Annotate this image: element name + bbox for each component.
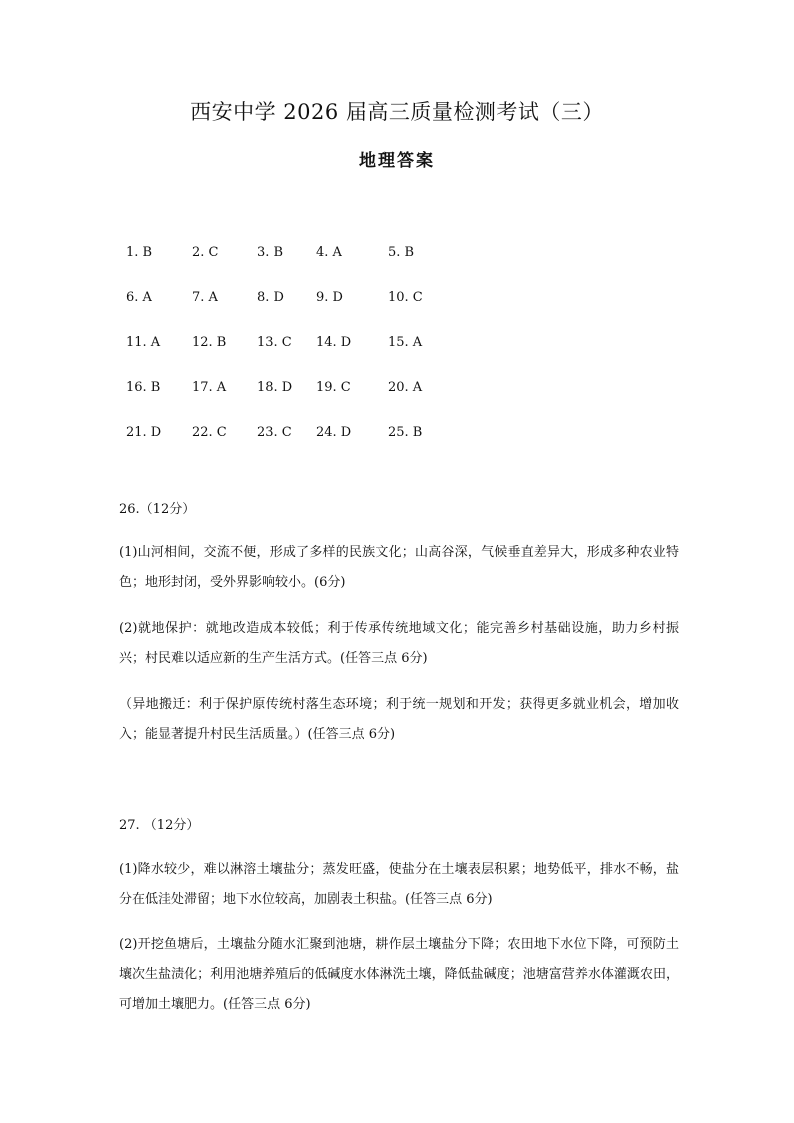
answer-item: 3. B — [257, 245, 284, 260]
answer-item: 22. C — [192, 425, 227, 440]
question-26-part-1: (1)山河相间，交流不便，形成了多样的民族文化；山高谷深，气候垂直差异大，形成多种农业特色；地形封闭，受外界影响较小。(6分) — [119, 545, 679, 590]
answer-item: 23. C — [257, 425, 292, 440]
answer-row — [126, 410, 438, 455]
answer-item: 24. D — [316, 425, 352, 440]
multiple-choice-answers — [126, 230, 438, 455]
answer-item: 15. A — [388, 335, 423, 350]
answer-item: 4. A — [316, 245, 342, 260]
question-26-part-2-alternative: （异地搬迁：利于保护原传统村落生态环境；利于统一规划和开发；获得更多就业机会，增加收入；能显著提升村民生活质量。）(任答三点 6分) — [119, 697, 679, 742]
answer-row — [126, 320, 438, 365]
question-26-heading: 26.（12分） — [119, 502, 196, 517]
answer-item: 16. B — [126, 380, 161, 395]
question-27-heading: 27. （12分） — [119, 818, 200, 833]
page-title: 西安中学 2026 届高三质量检测考试（三） — [190, 100, 604, 124]
answer-item: 18. D — [257, 380, 293, 395]
answer-item: 9. D — [316, 290, 343, 305]
question-27-part-2: (2)开挖鱼塘后，土壤盐分随水汇聚到池塘，耕作层土壤盐分下降；农田地下水位下降，可预防土壤次生盐渍化；利用池塘养殖后的低碱度水体淋洗土壤，降低盐碱度；池塘富营养水体灌溉农田，可增加土壤肥力。(任答三点 6分) — [119, 937, 679, 1012]
answer-row — [126, 275, 438, 320]
answer-item: 8. D — [257, 290, 284, 305]
answer-item: 25. B — [388, 425, 423, 440]
answer-item: 17. A — [192, 380, 227, 395]
answer-item: 7. A — [192, 290, 218, 305]
answer-item: 12. B — [192, 335, 227, 350]
answer-item: 2. C — [192, 245, 219, 260]
answer-item: 19. C — [316, 380, 351, 395]
answer-item: 20. A — [388, 380, 423, 395]
answer-item: 11. A — [126, 335, 161, 350]
question-27-part-1: (1)降水较少，难以淋溶土壤盐分；蒸发旺盛，使盐分在土壤表层积累；地势低平，排水不畅，盐分在低洼处滞留；地下水位较高，加剧表土积盐。(任答三点 6分) — [119, 862, 679, 907]
answer-item: 13. C — [257, 335, 292, 350]
answer-item: 1. B — [126, 245, 153, 260]
page-subtitle: 地理答案 — [359, 151, 435, 171]
answer-row — [126, 230, 438, 275]
answer-item: 21. D — [126, 425, 162, 440]
answer-item: 10. C — [388, 290, 423, 305]
answer-item: 6. A — [126, 290, 152, 305]
answer-item: 14. D — [316, 335, 352, 350]
answer-item: 5. B — [388, 245, 415, 260]
question-26-part-2: (2)就地保护：就地改造成本较低；利于传承传统地域文化；能完善乡村基础设施，助力乡村振兴；村民难以适应新的生产生活方式。(任答三点 6分) — [119, 621, 679, 666]
answer-row — [126, 365, 438, 410]
